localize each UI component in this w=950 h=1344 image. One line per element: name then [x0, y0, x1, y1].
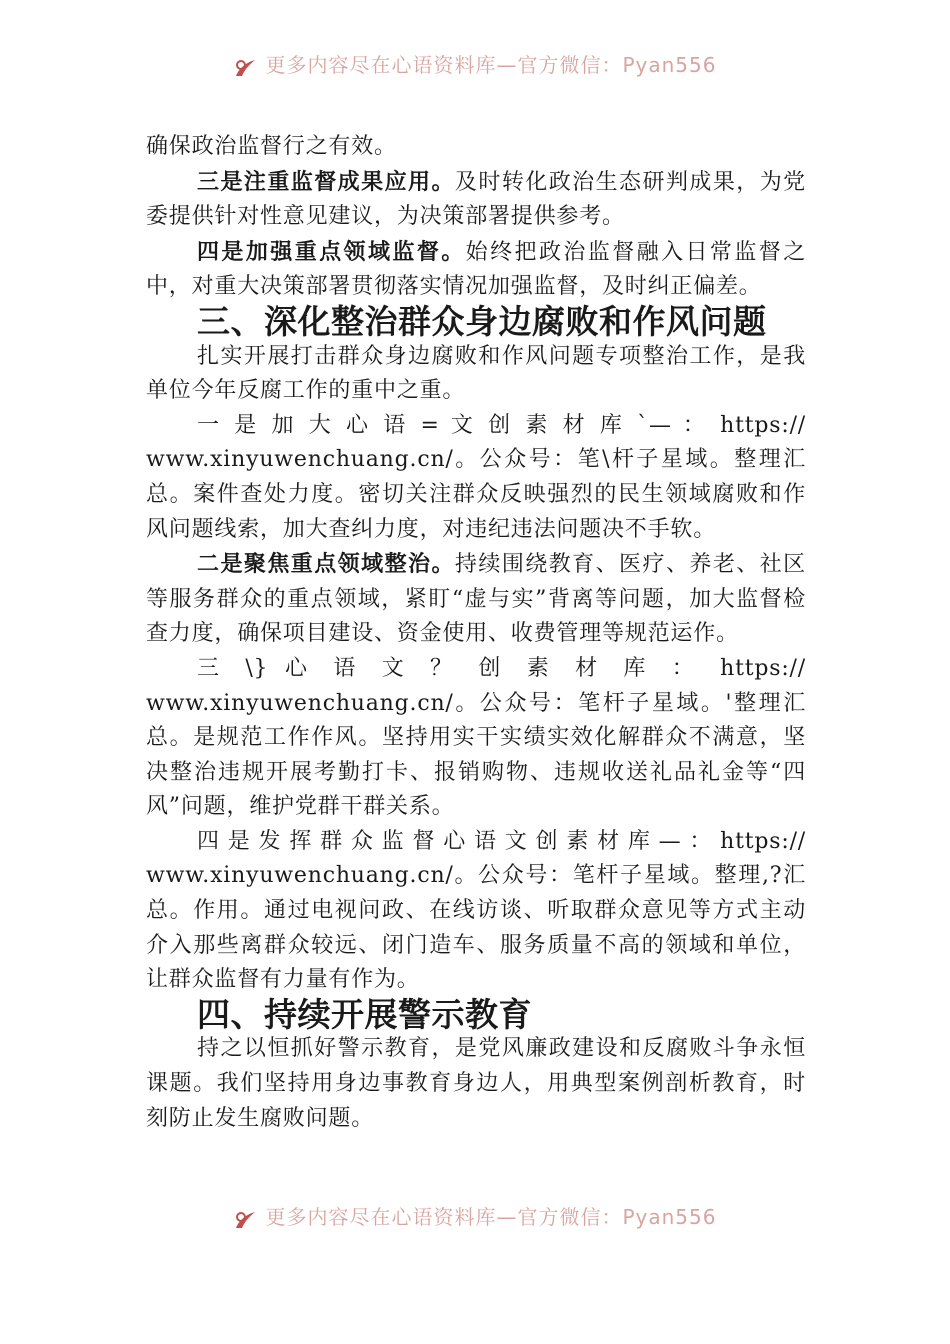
paragraph: www.xinyuwenchuang.cn/。公众号：笔杆子星域。'整理汇总。是规范工作作风。坚持用实干实绩实效化解群众不满意，坚决整治违规开展考勤打卡、报销购物、违规收送礼品礼金等“四风”问题，维护党群干群关系。: [146, 690, 806, 820]
paragraph: [146, 547, 806, 652]
brand-logo-icon: [233, 56, 259, 80]
section-heading: 三、深化整治群众身边腐败和作风问题: [197, 301, 767, 341]
brand-logo-icon: [233, 1208, 259, 1232]
watermark-text: 更多内容尽在心语资料库—官方微信：Pyan556: [265, 1206, 717, 1229]
section-heading: 四、持续开展警示教育: [197, 994, 532, 1034]
watermark-text: 更多内容尽在心语资料库—官方微信：Pyan556: [265, 54, 717, 77]
paragraph-line: 三 \} 心 语 文 ？ 创 素 材 库 ： https://: [197, 655, 806, 681]
paragraph-lead: 四是加强重点领域监督。: [197, 238, 466, 265]
paragraph: 持之以恒抓好警示教育，是党风廉政建设和反腐败斗争永恒课题。我们坚持用身边事教育身边人，用典型案例剖析教育，时刻防止发生腐败问题。: [146, 1036, 806, 1131]
paragraph-lead: 二是聚焦重点领域整治。: [197, 551, 455, 578]
document-body: [146, 130, 806, 1136]
header-watermark: [0, 54, 950, 82]
paragraph-line: 一 是 加 大 心 语 = 文 创 素 材 库 `— ： https://: [197, 412, 806, 438]
paragraph: [146, 165, 806, 235]
paragraph-line: 四 是 发 挥 群 众 监 督 心 语 文 创 素 材 库 — ： https://: [197, 828, 806, 854]
paragraph: 确保政治监督行之有效。: [146, 134, 397, 159]
paragraph: [146, 235, 806, 305]
paragraph-body: 始终把政治监督融入日常监督之中，对重大决策部署贯彻落实情况加强监督，及时纠正偏差。: [146, 239, 806, 300]
paragraph-lead: 三是注重监督成果应用。: [197, 168, 455, 195]
footer-watermark: [0, 1206, 950, 1234]
paragraph: www.xinyuwenchuang.cn/。公众号：笔杆子星域。整理,?汇总。作用。通过电视问政、在线访谈、听取群众意见等方式主动介入那些离群众较远、闭门造车、服务质量不高的领域和单位，让群众监督有力量有作为。: [146, 863, 806, 993]
paragraph-body: 及时转化政治生态研判成果，为党委提供针对性意见建议，为决策部署提供参考。: [146, 169, 806, 230]
paragraph-body: 持续围绕教育、医疗、养老、社区等服务群众的重点领域，紧盯“虚与实”背离等问题，加大监督检查力度，确保项目建设、资金使用、收费管理等规范运作。: [146, 552, 806, 647]
paragraph: 扎实开展打击群众身边腐败和作风问题专项整治工作，是我单位今年反腐工作的重中之重。: [146, 343, 806, 404]
paragraph: www.xinyuwenchuang.cn/。公众号：笔\杆子星域。整理汇总。案件查处力度。密切关注群众反映强烈的民生领域腐败和作风问题线索，加大查纠力度，对违纪违法问题决不手软。: [146, 447, 806, 542]
